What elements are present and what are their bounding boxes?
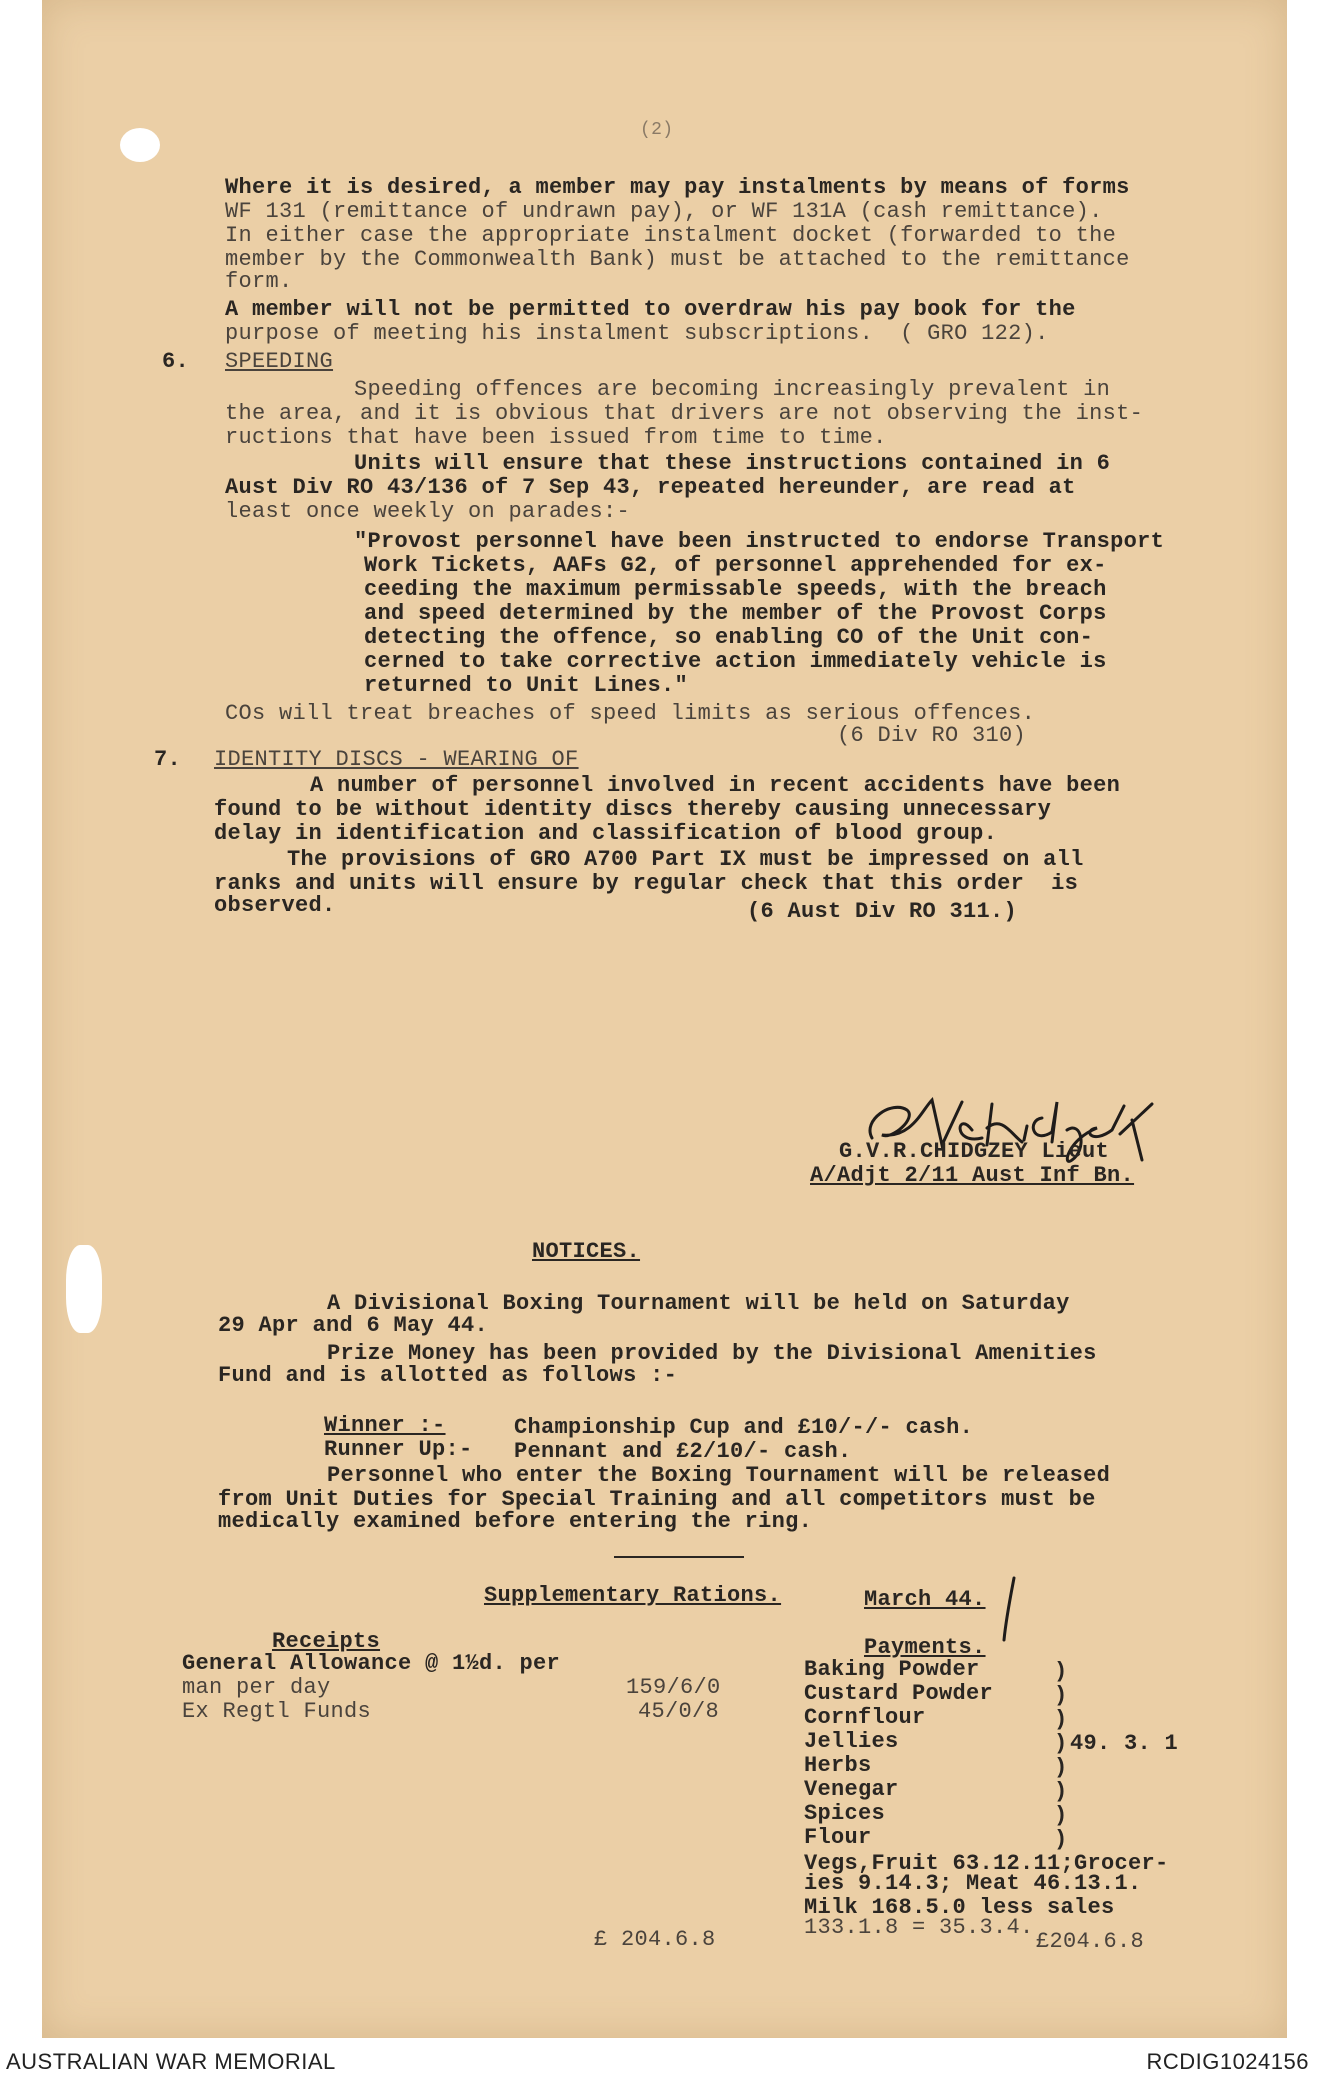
text-line: the area, and it is obvious that drivers are not observing the inst- [225,401,1144,426]
text-line: Where it is desired, a member may pay instalments by means of forms [225,175,1130,200]
payment-item: Spices [804,1801,886,1826]
payments-extra: 133.1.8 = 35.3.4. [804,1915,1034,1940]
text-line: Personnel who enter the Boxing Tournament will be released [327,1463,1111,1488]
runner-value: Pennant and £2/10/- cash. [514,1439,852,1464]
reference: (6 Div RO 310) [837,723,1027,748]
text-line: ructions that have been issued from time to time. [225,425,887,450]
footer-right: RCDIG1024156 [1146,2049,1309,2074]
receipt-amount: 45/0/8 [638,1699,720,1724]
rations-heading: Supplementary Rations. [484,1583,782,1608]
text-line: found to be without identity discs thereby causing unnecessary [214,797,1052,822]
section-heading: IDENTITY DISCS - WEARING OF [214,747,579,772]
receipts-total: £ 204.6.8 [594,1927,716,1952]
text-line: form. [225,269,293,294]
text-line: A member will not be permitted to overdraw his pay book for the [225,297,1076,322]
text-line: COs will treat breaches of speed limits as serious offences. [225,701,1036,726]
signatory-name: G.V.R.CHIDGZEY Lieut [839,1139,1110,1164]
punch-hole-top [120,128,160,162]
quote-line: detecting the offence, so enabling CO of the Unit con- [364,625,1094,650]
payments-bracket: ) ) ) ) ) ) ) ) [1054,1659,1068,1852]
text-line: WF 131 (remittance of undrawn pay), or WF 131A (cash remittance). [225,199,1103,224]
payments-total: £204.6.8 [1036,1929,1145,1954]
text-line: Prize Money has been provided by the Divisional Amenities [327,1341,1097,1366]
payments-extra: Milk 168.5.0 less sales [804,1895,1115,1920]
text-line: observed. [214,893,336,918]
payment-item: Cornflour [804,1705,926,1730]
text-line: In either case the appropriate instalment docket (forwarded to the [225,223,1117,248]
text-line: A number of personnel involved in recent accidents have been [310,773,1121,798]
text-line: The provisions of GRO A700 Part IX must be impressed on all [287,847,1084,872]
section-number: 7. [154,747,182,772]
text-line: member by the Commonwealth Bank) must be attached to the remittance [225,247,1130,272]
text-line: purpose of meeting his instalment subscriptions. ( GRO 122). [225,321,1049,346]
signatory-title: A/Adjt 2/11 Aust Inf Bn. [810,1163,1135,1188]
payment-item: Custard Powder [804,1681,994,1706]
text-line: ranks and units will ensure by regular check that this order is [214,871,1079,896]
receipt-amount: 159/6/0 [626,1675,721,1700]
payment-item: Jellies [804,1729,899,1754]
divider [614,1556,744,1558]
receipt-label: Ex Regtl Funds [182,1699,372,1724]
quote-line: and speed determined by the member of the Provost Corps [364,601,1107,626]
payments-extra: ies 9.14.3; Meat 46.13.1. [804,1871,1142,1896]
quote-line: returned to Unit Lines." [364,673,689,698]
quote-line: cerned to take corrective action immediately vehicle is [364,649,1107,674]
payments-heading: Payments. [864,1635,986,1660]
text-line: delay in identification and classification of blood group. [214,821,998,846]
pen-mark [1000,1574,1020,1644]
receipt-label: General Allowance @ 1½d. per [182,1651,561,1676]
page-mark: (2) [640,120,674,140]
document-page [42,0,1287,2038]
text-line: medically examined before entering the ring. [218,1509,813,1534]
runner-label: Runner Up:- [324,1437,473,1462]
footer-left: AUSTRALIAN WAR MEMORIAL [6,2049,336,2074]
punch-hole-bottom [66,1245,102,1333]
text-line: A Divisional Boxing Tournament will be held on Saturday [327,1291,1070,1316]
text-line: Units will ensure that these instructions contained in 6 [354,451,1111,476]
text-line: Fund and is allotted as follows :- [218,1363,678,1388]
rations-period: March 44. [864,1587,986,1612]
text-line: 29 Apr and 6 May 44. [218,1313,489,1338]
payment-item: Venegar [804,1777,899,1802]
winner-value: Championship Cup and £10/-/- cash. [514,1415,974,1440]
text-line: Aust Div RO 43/136 of 7 Sep 43, repeated hereunder, are read at [225,475,1076,500]
text-line: Speeding offences are becoming increasingly prevalent in [354,377,1111,402]
receipt-label: man per day [182,1675,331,1700]
notices-heading: NOTICES. [532,1239,641,1264]
payments-extra: Vegs,Fruit 63.12.11;Grocer- [804,1851,1169,1876]
quote-line: Work Tickets, AAFs G2, of personnel apprehended for ex- [364,553,1107,578]
receipts-heading: Receipts [272,1629,381,1654]
text-line: from Unit Duties for Special Training and all competitors must be [218,1487,1096,1512]
reference: (6 Aust Div RO 311.) [747,899,1018,924]
payment-item: Baking Powder [804,1657,980,1682]
winner-label: Winner :- [324,1413,446,1438]
section-number: 6. [162,349,190,374]
text-line: least once weekly on parades:- [225,499,631,524]
payments-group-total: 49. 3. 1 [1070,1731,1179,1756]
signature-text: GVChidgzey [852,1090,859,1091]
payment-item: Flour [804,1825,872,1850]
quote-line: "Provost personnel have been instructed to endorse Transport [354,529,1165,554]
section-heading: SPEEDING [225,349,334,374]
quote-line: ceeding the maximum permissable speeds, with the breach [364,577,1107,602]
payment-item: Herbs [804,1753,872,1778]
